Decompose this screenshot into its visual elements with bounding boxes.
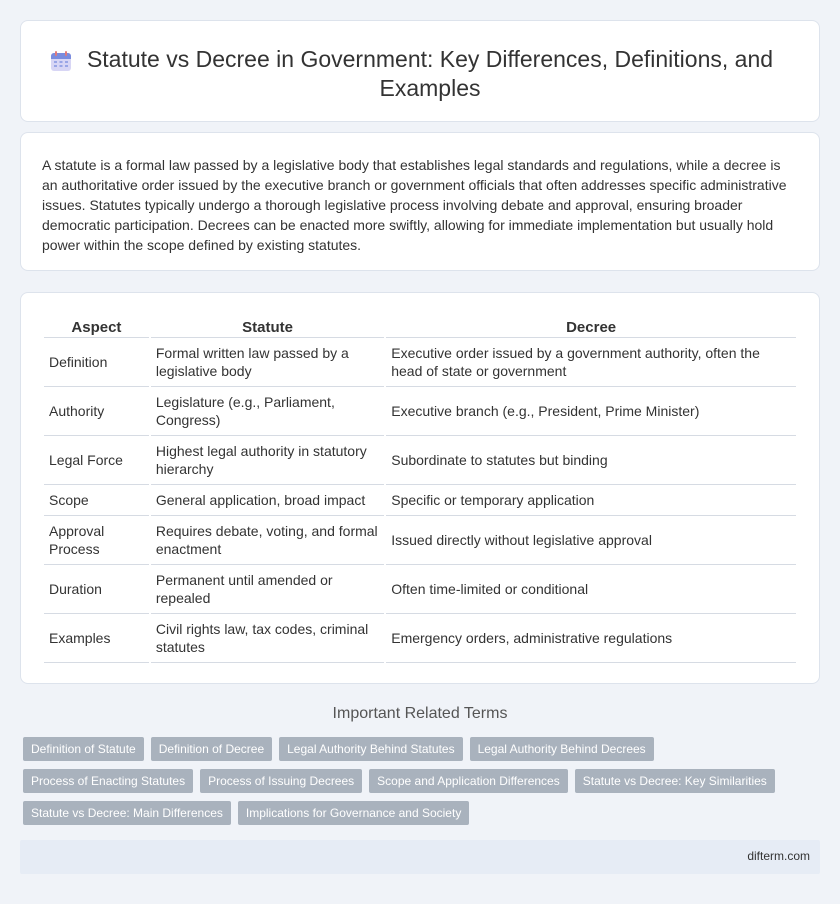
related-term-tag[interactable]: Statute vs Decree: Main Differences [23,801,231,825]
row-aspect: Approval Process [44,516,149,565]
row-decree: Emergency orders, administrative regulations [386,614,796,663]
row-statute: Highest legal authority in statutory hierarchy [151,436,384,485]
table-row [44,614,796,663]
row-statute: General application, broad impact [151,485,384,516]
header-aspect: Aspect [44,315,149,338]
table-row [44,565,796,614]
related-term-tag[interactable]: Process of Enacting Statutes [23,769,193,793]
row-aspect: Legal Force [44,436,149,485]
row-decree: Executive branch (e.g., President, Prime Minister) [386,387,796,436]
row-statute: Formal written law passed by a legislative body [151,338,384,387]
table-header-row [44,315,796,338]
tag-row [23,737,823,761]
related-term-tag[interactable]: Definition of Decree [151,737,272,761]
table-row [44,338,796,387]
related-term-tag[interactable]: Definition of Statute [23,737,144,761]
tag-row [23,801,823,825]
related-term-tag[interactable]: Legal Authority Behind Statutes [279,737,462,761]
row-decree: Executive order issued by a government authority, often the head of state or government [386,338,796,387]
related-term-tag[interactable]: Process of Issuing Decrees [200,769,362,793]
row-statute: Requires debate, voting, and formal enactment [151,516,384,565]
row-aspect: Scope [44,485,149,516]
row-aspect: Definition [44,338,149,387]
header-card [20,20,820,122]
summary-card [20,132,820,271]
row-statute: Permanent until amended or repealed [151,565,384,614]
row-statute: Legislature (e.g., Parliament, Congress) [151,387,384,436]
header-statute: Statute [151,315,384,338]
related-term-tag[interactable]: Scope and Application Differences [369,769,568,793]
row-decree: Subordinate to statutes but binding [386,436,796,485]
table-row [44,436,796,485]
related-terms-title: Important Related Terms [332,705,508,722]
table-row [44,485,796,516]
footer [20,840,820,874]
related-term-tag[interactable]: Implications for Governance and Society [238,801,469,825]
row-aspect: Duration [44,565,149,614]
row-decree: Often time-limited or conditional [386,565,796,614]
header-decree: Decree [386,315,796,338]
related-term-tag[interactable]: Legal Authority Behind Decrees [470,737,654,761]
row-aspect: Examples [44,614,149,663]
table-row [44,516,796,565]
related-term-tag[interactable]: Statute vs Decree: Key Similarities [575,769,775,793]
page-title: Statute vs Decree in Government: Key Differences, Definitions, and Examples [86,46,774,101]
row-decree: Specific or temporary application [386,485,796,516]
summary-paragraph: A statute is a formal law passed by a legislative body that establishes legal standards and regulations, while a decree is an authoritative order issued by the executive branch or government officials that often addresses specific administrative issues. Statutes typically undergo a thorough legislative process involving debate and approval, ensuring broader democratic participation. Decrees can be enacted more swiftly, allowing for immediate implementation but usually hold power within the scope defined by existing statutes. [42,157,787,253]
row-statute: Civil rights law, tax codes, criminal statutes [151,614,384,663]
tag-row [23,769,823,793]
footer-site-link[interactable]: difterm.com [747,849,810,863]
comparison-table [42,315,798,663]
row-decree: Issued directly without legislative approval [386,516,796,565]
row-aspect: Authority [44,387,149,436]
comparison-table-card [20,292,820,684]
related-terms-list [23,737,823,833]
table-row [44,387,796,436]
